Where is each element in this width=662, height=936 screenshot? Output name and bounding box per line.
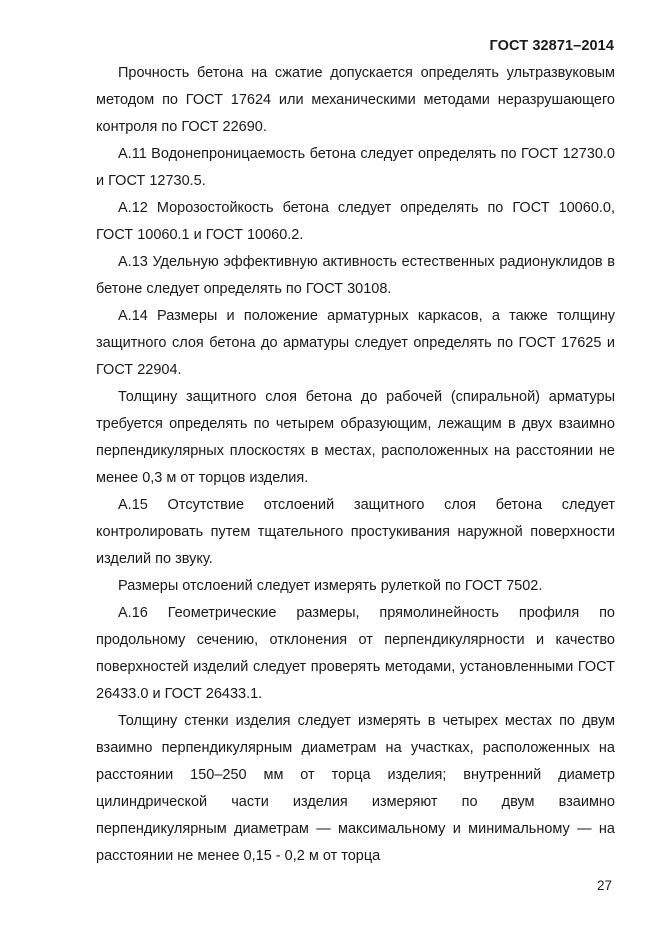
paragraph-delamination-size: Размеры отслоений следует измерять рулеткой по ГОСТ 7502. — [118, 578, 543, 594]
page-number: 27 — [596, 878, 612, 893]
document-code-header: ГОСТ 32871–2014 — [489, 38, 614, 54]
paragraph-wall-thickness: Толщину стенки изделия следует измерять в четырех местах по двум взаимно перпендикулярным диаметрам на участках, расположенных на расстоянии 150–250 мм от торца изделия; внутренний диаметр цилиндрической части изделия измеряют по двум взаимно перпендикулярным диаметрам — максимальному и минимальному — на расстоянии не менее 0,15 - 0,2 м от торца — [96, 713, 615, 864]
paragraph-a12-frost-resistance: А.12 Морозостойкость бетона следует определять по ГОСТ 10060.0, ГОСТ 10060.1 и ГОСТ 10060.2. — [96, 200, 615, 243]
paragraph-protective-layer-thickness: Толщину защитного слоя бетона до рабочей (спиральной) арматуры требуется определять по четырем образующим, лежащим в двух взаимно перпендикулярных плоскостях в местах, расположенных на расстоянии не менее 0,3 м от торцов изделия. — [96, 389, 615, 486]
paragraph-a15-delamination: А.15 Отсутствие отслоений защитного слоя бетона следует контролировать путем тщательного простукивания наружной поверхности изделий по звуку. — [96, 497, 615, 567]
document-body — [96, 60, 615, 870]
paragraph-a14-reinforcement: А.14 Размеры и положение арматурных каркасов, а также толщину защитного слоя бетона до арматуры следует определять по ГОСТ 17625 и ГОСТ 22904. — [96, 308, 615, 378]
paragraph-a13-radionuclides: А.13 Удельную эффективную активность естественных радионуклидов в бетоне следует определять по ГОСТ 30108. — [96, 254, 615, 297]
paragraph-a11-water-resistance: А.11 Водонепроницаемость бетона следует определять по ГОСТ 12730.0 и ГОСТ 12730.5. — [96, 146, 615, 189]
paragraph-a16-geometry: А.16 Геометрические размеры, прямолинейность профиля по продольному сечению, отклонения от перпендикулярности и качество поверхностей изделий следует проверять методами, установленными ГОСТ 26433.0 и ГОСТ 26433.1. — [96, 605, 615, 702]
paragraph-compressive-strength: Прочность бетона на сжатие допускается определять ультразвуковым методом по ГОСТ 17624 или механическими методами неразрушающего контроля по ГОСТ 22690. — [96, 65, 615, 135]
